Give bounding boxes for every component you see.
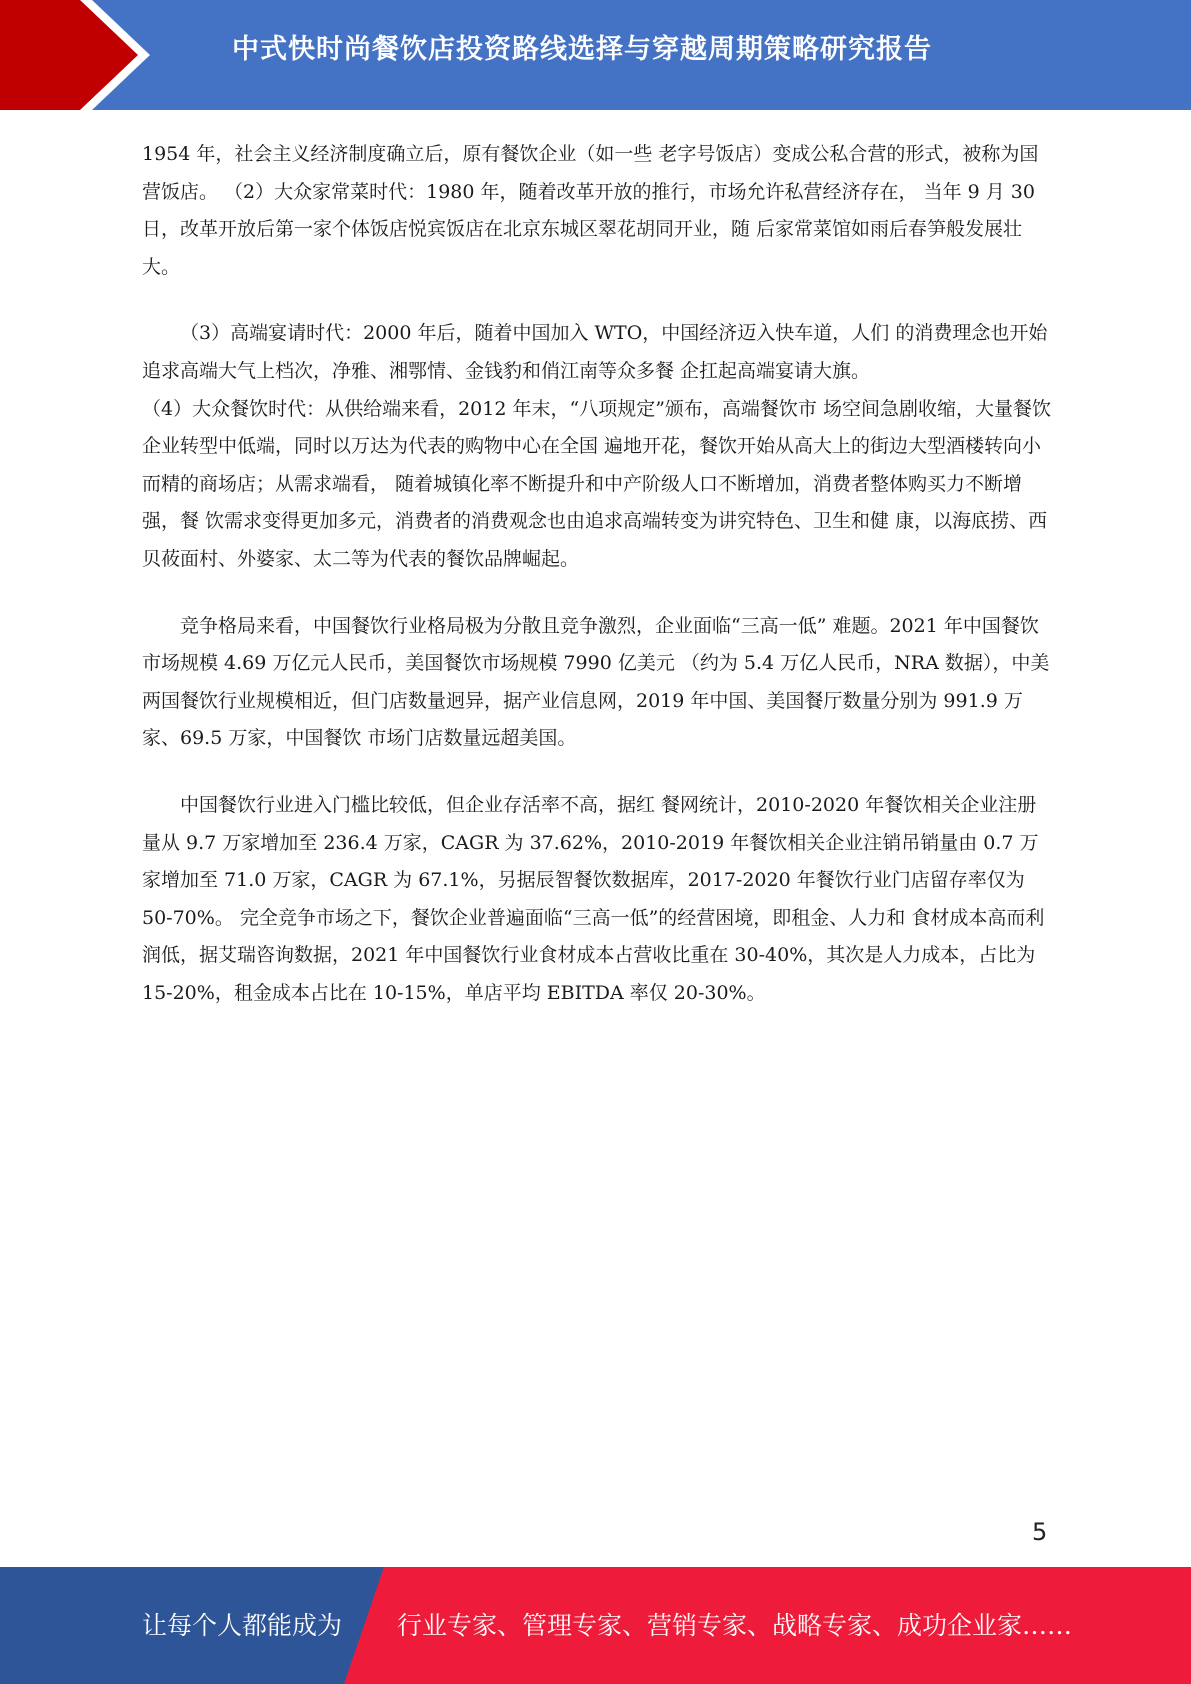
page-header [0, 0, 1191, 110]
footer-slogan-right: 行业专家、管理专家、营销专家、战略专家、成功企业家…… [397, 1611, 1073, 1640]
page-footer [0, 1567, 1191, 1684]
paragraph-1: 1954 年，社会主义经济制度确立后，原有餐饮企业（如一些 老字号饭店）变成公私合营的形式，被称为国营饭店。 （2）大众家常菜时代：1980 年，随着改革开放的推行，市场允许私营经济存在， 当年 9 月 30 日，改革开放后第一家个体饭店悦宾饭店在北京东城区翠花胡同开业，随 后家常菜馆如雨后春笋般发展壮大。 [142, 143, 1039, 278]
footer-slogan-left: 让每个人都能成为 [142, 1611, 343, 1640]
report-title: 中式快时尚餐饮店投资路线选择与穿越周期策略研究报告 [232, 34, 932, 65]
header-ribbon-graphic [0, 0, 160, 110]
page-number: 5 [1032, 1518, 1048, 1546]
paragraph-3: （4）大众餐饮时代：从供给端来看，2012 年末，“八项规定”颁布，高端餐饮市 场空间急剧收缩，大量餐饮企业转型中低端，同时以万达为代表的购物中心在全国 遍地开花，餐饮开始从高大上的街边大型酒楼转向小而精的商场店；从需求端看， 随着城镇化率不断提升和中产阶级人口不断增加，消费者整体购买力不断增强，餐 饮需求变得更加多元，消费者的消费观念也由追求高端转变为讲究特色、卫生和健 康，以海底捞、西贝莜面村、外婆家、太二等为代表的餐饮品牌崛起。 [142, 397, 1051, 570]
paragraph-2: （3）高端宴请时代：2000 年后，随着中国加入 WTO，中国经济迈入快车道，人们 的消费理念也开始追求高端大气上档次，净雅、湘鄂情、金钱豹和俏江南等众多餐 企扛起高端宴请大旗。 [142, 322, 1048, 382]
paragraph-5: 中国餐饮行业进入门槛比较低，但企业存活率不高，据红 餐网统计，2010-2020 年餐饮相关企业注册量从 9.7 万家增加至 236.4 万家，CAGR 为 37.62%，2010-2019 年餐饮相关企业注销吊销量由 0.7 万家增加至 71.0 万家，CAGR 为 67.1%，另据辰智餐饮数据库，2017-2020 年餐饮行业门店留存率仅为 50-70%。 完全竞争市场之下，餐饮企业普遍面临“三高一低”的经营困境，即租金、人力和 食材成本高而利润低，据艾瑞咨询数据，2021 年中国餐饮行业食材成本占营收比重在 30-40%，其次是人力成本，占比为 15-20%，租金成本占比在 10-15%，单店平均 EBITDA 率仅 20-30%。 [142, 793, 1045, 1004]
body-text [142, 136, 1052, 1041]
paragraph-4: 竞争格局来看，中国餐饮行业格局极为分散且竞争激烈，企业面临“三高一低” 难题。2021 年中国餐饮市场规模 4.69 万亿元人民币，美国餐饮市场规模 7990 亿美元 （约为 5.4 万亿人民币，NRA 数据），中美两国餐饮行业规模相近，但门店数量迥异，据产业信息网，2019 年中国、美国餐厅数量分别为 991.9 万家、69.5 万家，中国餐饮 市场门店数量远超美国。 [142, 614, 1050, 750]
